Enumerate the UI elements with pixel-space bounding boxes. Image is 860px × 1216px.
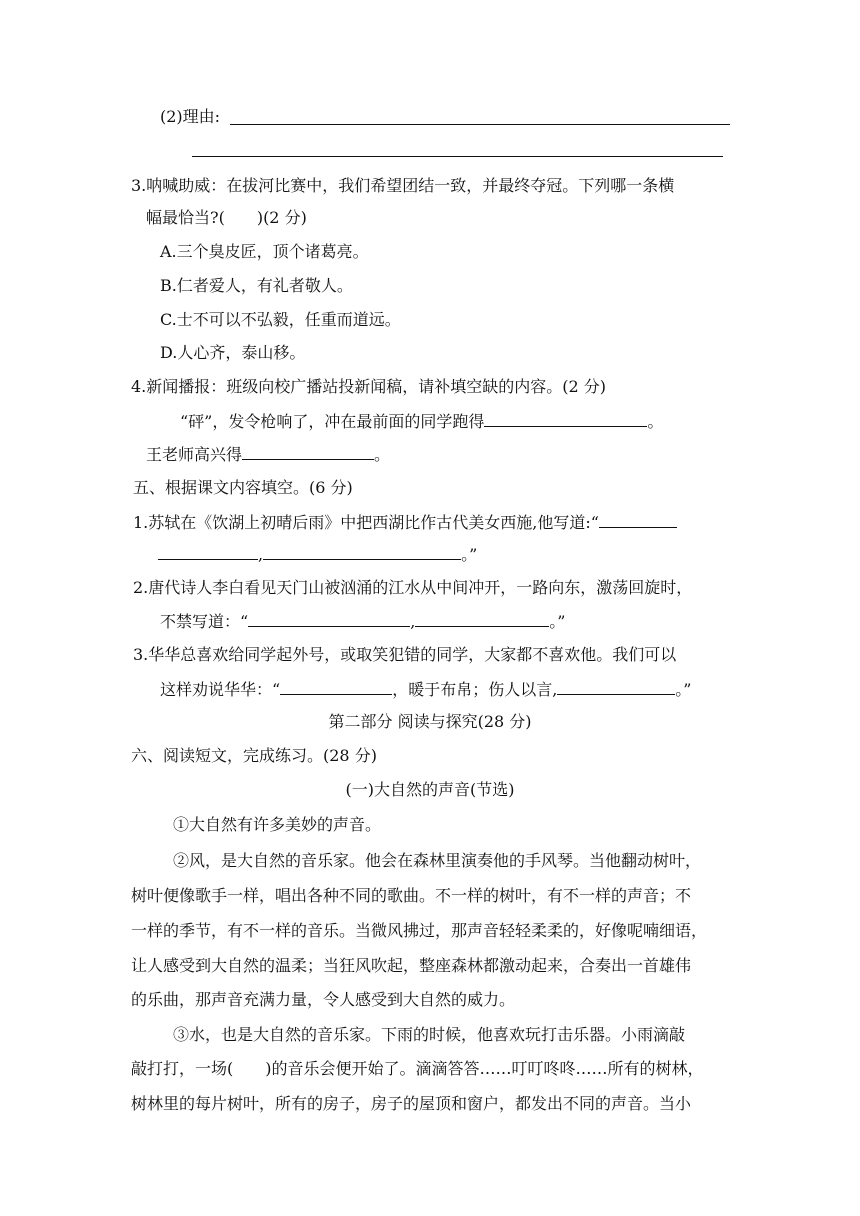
q4-stem: 4.新闻播报：班级向校广播站投新闻稿，请补填空缺的内容。(2 分) — [131, 377, 607, 396]
q4-blank-1[interactable] — [484, 410, 647, 427]
s5-q3-line2 — [160, 678, 691, 701]
q3-option-c: C.士不可以不弘毅，任重而道远。 — [160, 310, 401, 329]
reason-answer-line-1[interactable] — [230, 124, 730, 125]
s5-q2-blank-1[interactable] — [248, 610, 410, 627]
passage-line: 的乐曲，那声音充满力量，令人感受到大自然的威力。 — [131, 990, 516, 1009]
q3-option-b: B.仁者爱人，有礼者敬人。 — [160, 276, 353, 295]
reason-answer-line-2[interactable] — [192, 156, 723, 157]
q4-sentence-2-end: 。 — [374, 445, 391, 464]
q3-stem-line1: 3.呐喊助威：在拔河比赛中，我们希望团结一致，并最终夺冠。下列哪一条横 — [131, 176, 675, 195]
q4-sentence-2 — [146, 443, 390, 466]
s5-q1-line1 — [133, 511, 677, 534]
q4-blank-2[interactable] — [242, 443, 374, 460]
part2-title: 第二部分 阅读与探究(28 分) — [328, 712, 532, 731]
s5-q1-end: 。” — [461, 545, 478, 564]
s5-q1-line2 — [158, 543, 477, 566]
s5-q3-line1: 3.华华总喜欢给同学起外号，或取笑犯错的同学，大家都不喜欢他。我们可以 — [133, 645, 677, 664]
s5-q3-mid: ，暖于布帛；伤人以言, — [392, 680, 558, 699]
s5-q2-line2 — [160, 610, 565, 633]
section6-title: 六、阅读短文，完成练习。(28 分) — [131, 746, 377, 765]
s5-q3-end: 。” — [675, 680, 692, 699]
s5-q1-blank-1[interactable] — [599, 511, 677, 528]
s5-q2-end: 。” — [549, 612, 566, 631]
reason-label: (2)理由: — [160, 107, 221, 126]
passage-line: ③水，也是大自然的音乐家。下雨的时候，他喜欢玩打击乐器。小雨滴敲 — [173, 1025, 686, 1044]
passage-line: 一样的季节，有不一样的音乐。当微风拂过，那声音轻轻柔柔的，好像呢喃细语， — [131, 921, 708, 940]
s5-q3-blank-1[interactable] — [280, 678, 392, 695]
s5-q1-text: 1.苏轼在《饮湖上初晴后雨》中把西湖比作古代美女西施,他写道:“ — [133, 513, 599, 532]
q4-sentence-2-text: 王老师高兴得 — [146, 445, 243, 464]
passage-line: 敲打打，一场( )的音乐会便开始了。滴滴答答……叮叮咚咚……所有的树林， — [131, 1059, 704, 1078]
q4-sentence-1-end: 。 — [647, 412, 664, 431]
s5-q2-blank-2[interactable] — [415, 610, 549, 627]
passage-line: 树叶便像歌手一样，唱出各种不同的歌曲。不一样的树叶，有不一样的声音；不 — [131, 886, 692, 905]
s5-q2-sep: , — [410, 612, 416, 631]
s5-q2-text: 不禁写道：“ — [160, 612, 249, 631]
section5-title: 五、根据课文内容填空。(6 分) — [133, 478, 353, 497]
s5-q1-sep: , — [258, 545, 264, 564]
q3-option-a: A.三个臭皮匠，顶个诸葛亮。 — [160, 242, 369, 261]
s5-q3-blank-2[interactable] — [557, 678, 675, 695]
s5-q3-text: 这样劝说华华：“ — [160, 680, 281, 699]
s5-q2-line1: 2.唐代诗人李白看见天门山被汹涌的江水从中间冲开，一路向东，激荡回旋时， — [133, 578, 693, 597]
q4-sentence-1-text: “砰”，发令枪响了，冲在最前面的同学跑得 — [180, 412, 485, 431]
passage-line: 让人感受到大自然的温柔；当狂风吹起，整座森林都激动起来，合奏出一首雄伟 — [131, 956, 692, 975]
passage-line: ②风，是大自然的音乐家。他会在森林里演奏他的手风琴。当他翻动树叶， — [173, 851, 702, 870]
passage-title: (一)大自然的声音(节选) — [345, 780, 515, 799]
s5-q1-blank-2[interactable] — [158, 543, 258, 560]
q3-stem-line2: 幅最恰当?( )(2 分) — [146, 208, 307, 227]
s5-q1-blank-3[interactable] — [263, 543, 461, 560]
passage-line: 树林里的每片树叶，所有的房子，房子的屋顶和窗户，都发出不同的声音。当小 — [131, 1094, 692, 1113]
q3-option-d: D.人心齐，泰山移。 — [160, 343, 306, 362]
q4-sentence-1 — [180, 410, 663, 433]
passage-line: ①大自然有许多美妙的声音。 — [173, 815, 382, 834]
